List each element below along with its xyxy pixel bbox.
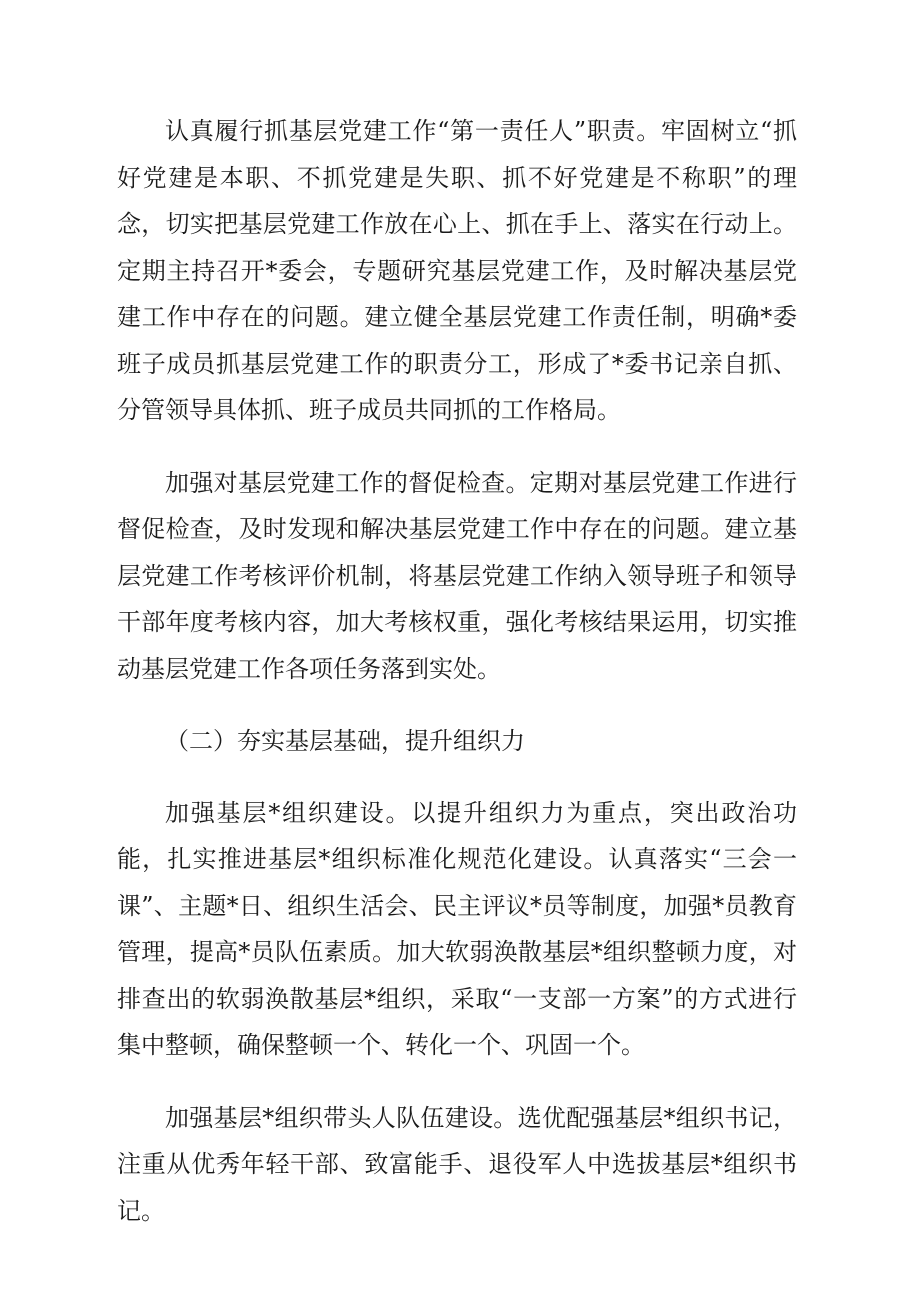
paragraph-org-construction: 加强基层*组织建设。以提升组织力为重点，突出政治功能，扎实推进基层*组织标准化规范化建设。认真落实“三会一课”、主题*日、组织生活会、民主评议*员等制度，加强*员教育管理，提高*员队伍素质。加大软弱涣散基层*组织整顿力度，对排查出的软弱涣散基层*组织，采取“一支部一方案”的方式进行集中整顿，确保整顿一个、转化一个、巩固一个。 [117, 798, 797, 1059]
section-heading-2: （二）夯实基层基础，提升组织力 [165, 727, 525, 755]
paragraph-leader-team-building: 加强基层*组织带头人队伍建设。选优配强基层*组织书记，注重从优秀年轻干部、致富能手、退役军人中选拔基层*组织书记。 [117, 1103, 797, 1225]
document-body [117, 108, 797, 1260]
paragraph-supervision-inspection: 加强对基层党建工作的督促检查。定期对基层党建工作进行督促检查，及时发现和解决基层党建工作中存在的问题。建立基层党建工作考核评价机制，将基层党建工作纳入领导班子和领导干部年度考核内容，加大考核权重，强化考核结果运用，切实推动基层党建工作各项任务落到实处。 [117, 468, 797, 683]
paragraph-first-responsibility: 认真履行抓基层党建工作“第一责任人”职责。牢固树立“抓好党建是本职、不抓党建是失职、抓不好党建是不称职”的理念，切实把基层党建工作放在心上、抓在手上、落实在行动上。定期主持召开*委会，专题研究基层党建工作，及时解决基层党建工作中存在的问题。建立健全基层党建工作责任制，明确*委班子成员抓基层党建工作的职责分工，形成了*委书记亲自抓、分管领导具体抓、班子成员共同抓的工作格局。 [117, 117, 797, 424]
